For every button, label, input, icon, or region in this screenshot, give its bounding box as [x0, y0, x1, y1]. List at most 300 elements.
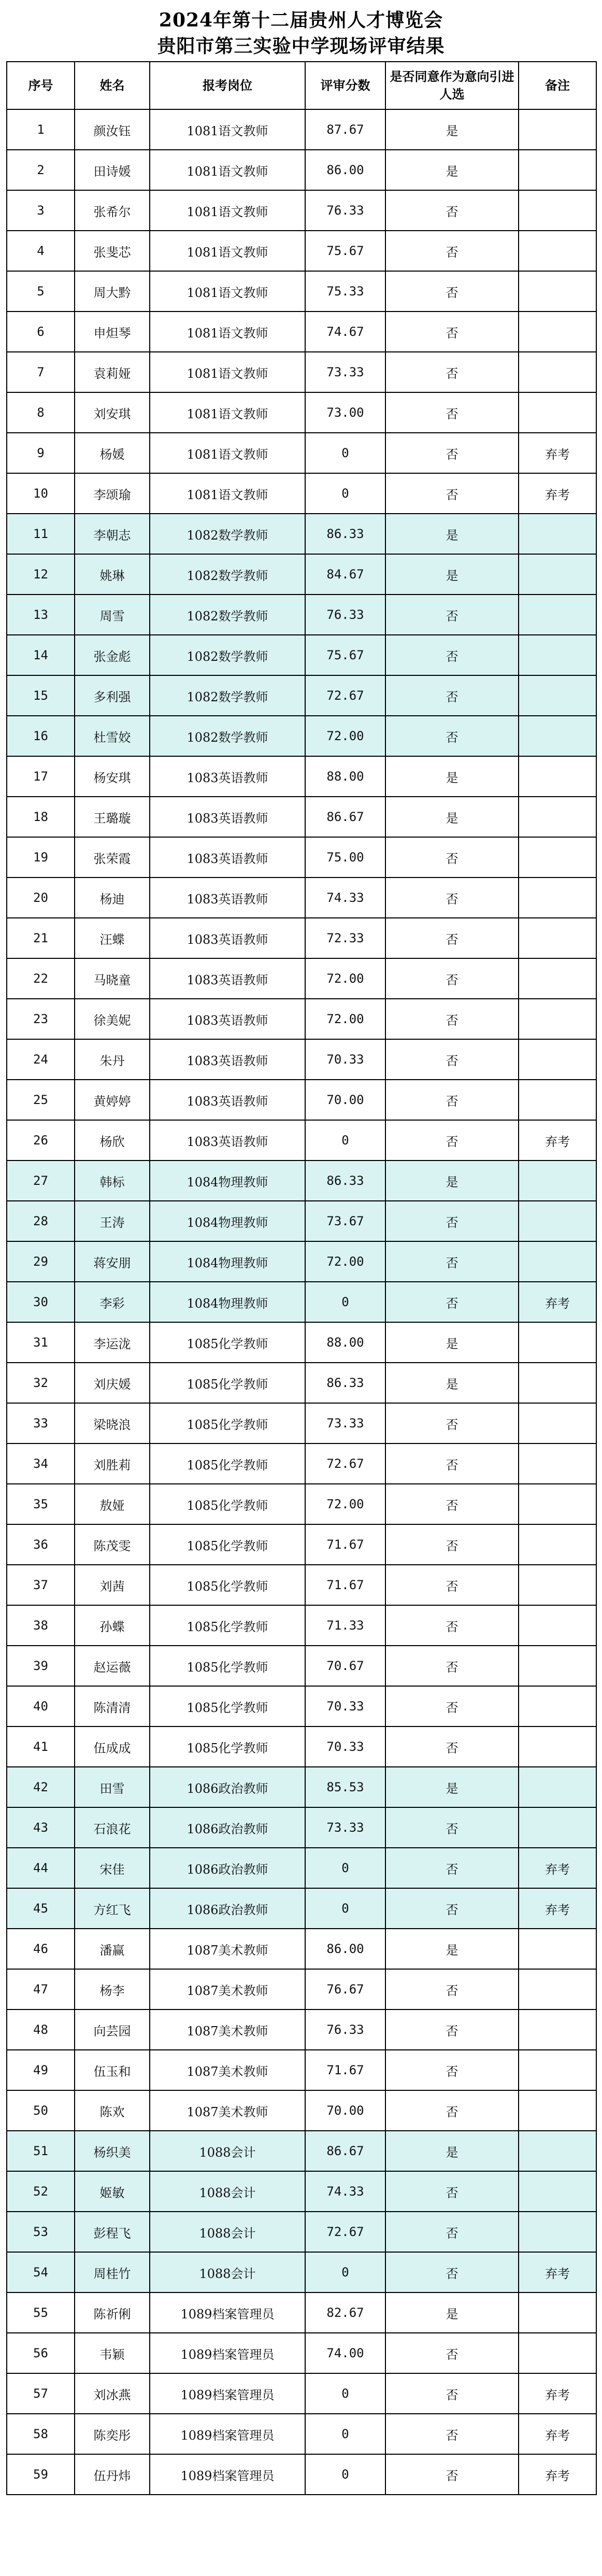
- cell-note: [519, 999, 596, 1039]
- cell-agree: 是: [385, 1767, 519, 1807]
- cell-note: [519, 109, 596, 150]
- table-row: [7, 1524, 596, 1565]
- cell-score: 70.67: [305, 1646, 385, 1686]
- cell-agree: 否: [385, 433, 519, 473]
- cell-score: 75.00: [305, 837, 385, 877]
- cell-agree: 是: [385, 1929, 519, 1969]
- table-row: [7, 918, 596, 958]
- cell-index: 23: [7, 999, 75, 1039]
- cell-name: 李颂瑜: [75, 473, 150, 514]
- cell-score: 71.67: [305, 2050, 385, 2090]
- cell-index: 45: [7, 1888, 75, 1929]
- cell-index: 6: [7, 312, 75, 352]
- cell-note: [519, 392, 596, 433]
- cell-index: 24: [7, 1039, 75, 1080]
- cell-name: 朱丹: [75, 1039, 150, 1080]
- cell-note: [519, 1080, 596, 1120]
- cell-name: 刘茜: [75, 1565, 150, 1605]
- page-title: 2024年第十二届贵州人才博览会: [159, 9, 443, 31]
- cell-score: 0: [305, 2373, 385, 2414]
- table-row: [7, 1443, 596, 1484]
- cell-note: [519, 1363, 596, 1403]
- table-row: [7, 1160, 596, 1201]
- table-row: [7, 1686, 596, 1726]
- cell-score: 75.67: [305, 231, 385, 271]
- cell-name: 陈奕彤: [75, 2414, 150, 2454]
- cell-post: 1081语文教师: [150, 271, 305, 312]
- cell-score: 74.33: [305, 877, 385, 918]
- cell-name: 张荣霞: [75, 837, 150, 877]
- table-row: [7, 797, 596, 837]
- cell-note: [519, 1322, 596, 1363]
- cell-index: 29: [7, 1241, 75, 1282]
- table-row: [7, 1565, 596, 1605]
- cell-post: 1083英语教师: [150, 877, 305, 918]
- cell-post: 1081语文教师: [150, 392, 305, 433]
- table-row: [7, 150, 596, 190]
- cell-note: [519, 1443, 596, 1484]
- cell-index: 8: [7, 392, 75, 433]
- cell-post: 1086政治教师: [150, 1848, 305, 1888]
- cell-name: 申炟琴: [75, 312, 150, 352]
- table-row: [7, 352, 596, 392]
- cell-score: 86.33: [305, 1160, 385, 1201]
- cell-post: 1089档案管理员: [150, 2414, 305, 2454]
- cell-note: [519, 1807, 596, 1848]
- cell-score: 76.33: [305, 190, 385, 231]
- cell-note: 弃考: [519, 1282, 596, 1322]
- cell-index: 48: [7, 2009, 75, 2050]
- cell-name: 石浪花: [75, 1807, 150, 1848]
- cell-index: 55: [7, 2292, 75, 2333]
- cell-index: 42: [7, 1767, 75, 1807]
- cell-name: 姚琳: [75, 554, 150, 595]
- cell-post: 1086政治教师: [150, 1807, 305, 1848]
- cell-score: 73.67: [305, 1201, 385, 1241]
- cell-score: 76.33: [305, 595, 385, 635]
- cell-index: 57: [7, 2373, 75, 2414]
- table-row: [7, 2131, 596, 2171]
- table-row: [7, 109, 596, 150]
- header-name: 姓名: [75, 62, 150, 109]
- cell-agree: 否: [385, 1201, 519, 1241]
- cell-name: 周大黔: [75, 271, 150, 312]
- cell-name: 杨安琪: [75, 756, 150, 797]
- cell-index: 53: [7, 2212, 75, 2252]
- cell-agree: 否: [385, 1403, 519, 1443]
- cell-score: 71.67: [305, 1524, 385, 1565]
- cell-post: 1085化学教师: [150, 1646, 305, 1686]
- table-row: [7, 958, 596, 999]
- cell-index: 25: [7, 1080, 75, 1120]
- cell-note: 弃考: [519, 2454, 596, 2495]
- cell-index: 9: [7, 433, 75, 473]
- cell-agree: 否: [385, 2373, 519, 2414]
- cell-post: 1083英语教师: [150, 837, 305, 877]
- table-row: [7, 1767, 596, 1807]
- cell-index: 41: [7, 1726, 75, 1767]
- table-row: [7, 2454, 596, 2495]
- cell-post: 1082数学教师: [150, 554, 305, 595]
- table-row: [7, 2212, 596, 2252]
- cell-note: 弃考: [519, 2373, 596, 2414]
- cell-note: [519, 231, 596, 271]
- cell-name: 李运泷: [75, 1322, 150, 1363]
- cell-index: 4: [7, 231, 75, 271]
- cell-score: 71.33: [305, 1605, 385, 1646]
- cell-score: 70.33: [305, 1726, 385, 1767]
- cell-agree: 否: [385, 1848, 519, 1888]
- cell-agree: 否: [385, 716, 519, 756]
- table-row: [7, 877, 596, 918]
- cell-name: 潘赢: [75, 1929, 150, 1969]
- table-row: [7, 2333, 596, 2373]
- cell-name: 杨迪: [75, 877, 150, 918]
- cell-note: [519, 2171, 596, 2212]
- cell-note: [519, 918, 596, 958]
- table-row: [7, 1080, 596, 1120]
- cell-name: 汪蝶: [75, 918, 150, 958]
- cell-note: [519, 2333, 596, 2373]
- cell-note: [519, 1241, 596, 1282]
- table-row: [7, 1726, 596, 1767]
- table-row: [7, 1120, 596, 1160]
- cell-name: 孙蝶: [75, 1605, 150, 1646]
- cell-agree: 否: [385, 1443, 519, 1484]
- table-row: [7, 1807, 596, 1848]
- cell-note: [519, 1039, 596, 1080]
- cell-index: 39: [7, 1646, 75, 1686]
- table-row: [7, 1848, 596, 1888]
- cell-post: 1087美术教师: [150, 2050, 305, 2090]
- cell-note: [519, 1929, 596, 1969]
- cell-score: 86.67: [305, 2131, 385, 2171]
- cell-index: 33: [7, 1403, 75, 1443]
- cell-post: 1085化学教师: [150, 1726, 305, 1767]
- table-row: [7, 231, 596, 271]
- cell-score: 88.00: [305, 756, 385, 797]
- cell-note: [519, 1160, 596, 1201]
- cell-name: 赵运薇: [75, 1646, 150, 1686]
- cell-note: [519, 1646, 596, 1686]
- cell-agree: 否: [385, 2252, 519, 2292]
- cell-index: 40: [7, 1686, 75, 1726]
- cell-post: 1081语文教师: [150, 473, 305, 514]
- cell-post: 1082数学教师: [150, 675, 305, 716]
- cell-note: [519, 1605, 596, 1646]
- cell-agree: 否: [385, 918, 519, 958]
- cell-index: 51: [7, 2131, 75, 2171]
- cell-post: 1089档案管理员: [150, 2454, 305, 2495]
- cell-name: 王璐璇: [75, 797, 150, 837]
- cell-score: 86.00: [305, 150, 385, 190]
- cell-post: 1083英语教师: [150, 1120, 305, 1160]
- cell-score: 72.67: [305, 2212, 385, 2252]
- cell-index: 3: [7, 190, 75, 231]
- cell-note: [519, 1484, 596, 1524]
- cell-agree: 否: [385, 312, 519, 352]
- cell-name: 韩标: [75, 1160, 150, 1201]
- cell-agree: 否: [385, 190, 519, 231]
- cell-agree: 否: [385, 595, 519, 635]
- cell-index: 38: [7, 1605, 75, 1646]
- cell-agree: 是: [385, 1363, 519, 1403]
- cell-agree: 是: [385, 1160, 519, 1201]
- table-row: [7, 433, 596, 473]
- cell-post: 1082数学教师: [150, 514, 305, 554]
- cell-name: 马晓童: [75, 958, 150, 999]
- cell-score: 74.00: [305, 2333, 385, 2373]
- cell-post: 1087美术教师: [150, 2009, 305, 2050]
- table-row: [7, 2292, 596, 2333]
- cell-post: 1087美术教师: [150, 2090, 305, 2131]
- cell-score: 76.67: [305, 1969, 385, 2009]
- cell-name: 田雪: [75, 1767, 150, 1807]
- cell-score: 73.33: [305, 1807, 385, 1848]
- cell-post: 1081语文教师: [150, 231, 305, 271]
- cell-post: 1083英语教师: [150, 756, 305, 797]
- cell-post: 1089档案管理员: [150, 2373, 305, 2414]
- cell-index: 21: [7, 918, 75, 958]
- table-header-row: [7, 62, 596, 109]
- cell-index: 36: [7, 1524, 75, 1565]
- cell-agree: 否: [385, 1888, 519, 1929]
- cell-score: 88.00: [305, 1322, 385, 1363]
- cell-score: 70.33: [305, 1039, 385, 1080]
- cell-note: [519, 837, 596, 877]
- header-agree: 是否同意作为意向引进人选: [385, 62, 519, 109]
- cell-agree: 否: [385, 635, 519, 675]
- cell-name: 杨媛: [75, 433, 150, 473]
- cell-score: 72.00: [305, 999, 385, 1039]
- table-body: [7, 109, 596, 2495]
- cell-note: [519, 2009, 596, 2050]
- cell-index: 26: [7, 1120, 75, 1160]
- cell-agree: 否: [385, 1039, 519, 1080]
- cell-score: 0: [305, 2414, 385, 2454]
- cell-index: 46: [7, 1929, 75, 1969]
- cell-agree: 否: [385, 675, 519, 716]
- cell-agree: 否: [385, 352, 519, 392]
- cell-score: 70.00: [305, 1080, 385, 1120]
- cell-post: 1085化学教师: [150, 1363, 305, 1403]
- cell-agree: 否: [385, 1241, 519, 1282]
- table-row: [7, 1484, 596, 1524]
- cell-name: 张希尔: [75, 190, 150, 231]
- cell-index: 22: [7, 958, 75, 999]
- cell-agree: 否: [385, 1969, 519, 2009]
- cell-agree: 否: [385, 1524, 519, 1565]
- cell-index: 11: [7, 514, 75, 554]
- cell-name: 陈清清: [75, 1686, 150, 1726]
- cell-name: 张斐芯: [75, 231, 150, 271]
- cell-agree: 是: [385, 514, 519, 554]
- cell-name: 方红飞: [75, 1888, 150, 1929]
- cell-index: 54: [7, 2252, 75, 2292]
- cell-index: 50: [7, 2090, 75, 2131]
- cell-index: 37: [7, 1565, 75, 1605]
- cell-agree: 是: [385, 756, 519, 797]
- cell-note: 弃考: [519, 1848, 596, 1888]
- cell-name: 韦颖: [75, 2333, 150, 2373]
- cell-note: [519, 2090, 596, 2131]
- cell-note: [519, 877, 596, 918]
- cell-index: 44: [7, 1848, 75, 1888]
- cell-agree: 否: [385, 1646, 519, 1686]
- table-row: [7, 514, 596, 554]
- cell-name: 杨织美: [75, 2131, 150, 2171]
- cell-name: 陈祈俐: [75, 2292, 150, 2333]
- cell-post: 1081语文教师: [150, 433, 305, 473]
- cell-name: 田诗媛: [75, 150, 150, 190]
- table-row: [7, 392, 596, 433]
- cell-agree: 是: [385, 797, 519, 837]
- cell-name: 周雪: [75, 595, 150, 635]
- cell-name: 杨李: [75, 1969, 150, 2009]
- cell-score: 0: [305, 1120, 385, 1160]
- cell-note: 弃考: [519, 473, 596, 514]
- cell-note: [519, 1686, 596, 1726]
- cell-post: 1083英语教师: [150, 1080, 305, 1120]
- cell-index: 18: [7, 797, 75, 837]
- table-row: [7, 2050, 596, 2090]
- cell-post: 1085化学教师: [150, 1443, 305, 1484]
- cell-post: 1088会计: [150, 2212, 305, 2252]
- cell-name: 刘庆媛: [75, 1363, 150, 1403]
- cell-note: [519, 675, 596, 716]
- cell-name: 袁莉娅: [75, 352, 150, 392]
- cell-post: 1085化学教师: [150, 1565, 305, 1605]
- cell-name: 刘冰燕: [75, 2373, 150, 2414]
- table-row: [7, 1322, 596, 1363]
- cell-index: 13: [7, 595, 75, 635]
- cell-post: 1084物理教师: [150, 1201, 305, 1241]
- cell-score: 86.67: [305, 797, 385, 837]
- cell-post: 1084物理教师: [150, 1282, 305, 1322]
- table-row: [7, 2009, 596, 2050]
- cell-name: 敖娅: [75, 1484, 150, 1524]
- cell-post: 1084物理教师: [150, 1160, 305, 1201]
- table-row: [7, 756, 596, 797]
- cell-index: 28: [7, 1201, 75, 1241]
- cell-post: 1088会计: [150, 2171, 305, 2212]
- table-row: [7, 1403, 596, 1443]
- cell-index: 7: [7, 352, 75, 392]
- cell-name: 徐美妮: [75, 999, 150, 1039]
- cell-post: 1085化学教师: [150, 1484, 305, 1524]
- cell-post: 1083英语教师: [150, 918, 305, 958]
- cell-agree: 是: [385, 2292, 519, 2333]
- cell-score: 86.00: [305, 1929, 385, 1969]
- cell-note: [519, 716, 596, 756]
- cell-post: 1081语文教师: [150, 352, 305, 392]
- cell-post: 1085化学教师: [150, 1322, 305, 1363]
- cell-note: 弃考: [519, 1888, 596, 1929]
- cell-score: 72.00: [305, 1484, 385, 1524]
- cell-name: 黄婷婷: [75, 1080, 150, 1120]
- cell-agree: 否: [385, 1605, 519, 1646]
- cell-agree: 否: [385, 1565, 519, 1605]
- cell-name: 刘胜莉: [75, 1443, 150, 1484]
- cell-post: 1082数学教师: [150, 595, 305, 635]
- cell-agree: 否: [385, 999, 519, 1039]
- cell-note: [519, 271, 596, 312]
- table-row: [7, 1888, 596, 1929]
- table-row: [7, 635, 596, 675]
- cell-name: 梁晓浪: [75, 1403, 150, 1443]
- cell-index: 58: [7, 2414, 75, 2454]
- cell-index: 19: [7, 837, 75, 877]
- cell-index: 49: [7, 2050, 75, 2090]
- table-row: [7, 1241, 596, 1282]
- cell-score: 76.33: [305, 2009, 385, 2050]
- cell-agree: 否: [385, 2414, 519, 2454]
- cell-agree: 否: [385, 1484, 519, 1524]
- cell-agree: 否: [385, 2333, 519, 2373]
- cell-agree: 是: [385, 1322, 519, 1363]
- cell-index: 16: [7, 716, 75, 756]
- cell-post: 1083英语教师: [150, 1039, 305, 1080]
- table-row: [7, 2090, 596, 2131]
- cell-score: 72.00: [305, 958, 385, 999]
- cell-score: 0: [305, 1282, 385, 1322]
- cell-post: 1081语文教师: [150, 312, 305, 352]
- cell-index: 17: [7, 756, 75, 797]
- cell-agree: 否: [385, 2212, 519, 2252]
- cell-score: 0: [305, 433, 385, 473]
- header-score: 评审分数: [305, 62, 385, 109]
- cell-name: 蒋安朋: [75, 1241, 150, 1282]
- cell-name: 伍玉和: [75, 2050, 150, 2090]
- cell-score: 75.33: [305, 271, 385, 312]
- cell-note: [519, 2212, 596, 2252]
- page-subtitle: 贵阳市第三实验中学现场评审结果: [157, 35, 445, 57]
- cell-note: [519, 352, 596, 392]
- table-row: [7, 190, 596, 231]
- cell-score: 70.33: [305, 1686, 385, 1726]
- cell-post: 1081语文教师: [150, 150, 305, 190]
- cell-index: 12: [7, 554, 75, 595]
- cell-agree: 否: [385, 1726, 519, 1767]
- cell-note: [519, 1565, 596, 1605]
- cell-name: 杨欣: [75, 1120, 150, 1160]
- table-row: [7, 716, 596, 756]
- cell-note: [519, 2292, 596, 2333]
- table-row: [7, 595, 596, 635]
- cell-index: 15: [7, 675, 75, 716]
- cell-index: 31: [7, 1322, 75, 1363]
- cell-score: 72.00: [305, 716, 385, 756]
- table-row: [7, 2414, 596, 2454]
- table-row: [7, 312, 596, 352]
- cell-name: 李彩: [75, 1282, 150, 1322]
- cell-score: 70.00: [305, 2090, 385, 2131]
- table-row: [7, 271, 596, 312]
- cell-agree: 是: [385, 2131, 519, 2171]
- cell-index: 2: [7, 150, 75, 190]
- cell-post: 1088会计: [150, 2131, 305, 2171]
- cell-index: 43: [7, 1807, 75, 1848]
- table-row: [7, 1201, 596, 1241]
- cell-post: 1089档案管理员: [150, 2333, 305, 2373]
- cell-name: 杜雪姣: [75, 716, 150, 756]
- cell-agree: 否: [385, 231, 519, 271]
- cell-note: [519, 150, 596, 190]
- table-row: [7, 2373, 596, 2414]
- cell-score: 0: [305, 1848, 385, 1888]
- cell-note: [519, 1403, 596, 1443]
- cell-score: 73.33: [305, 352, 385, 392]
